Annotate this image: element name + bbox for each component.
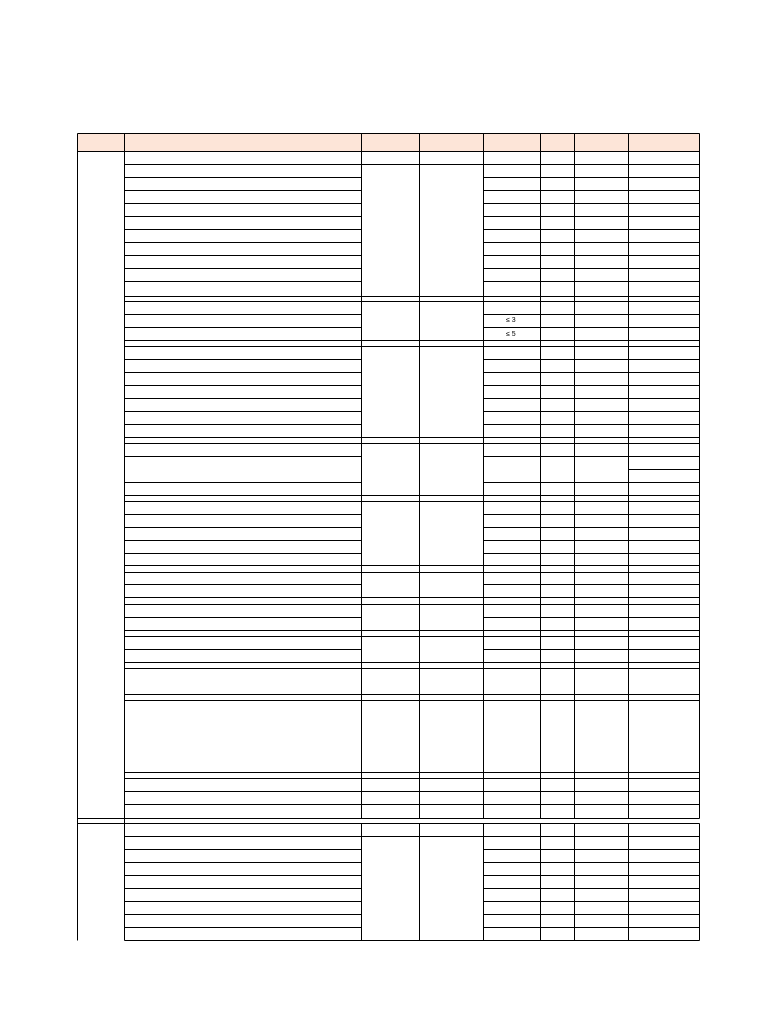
cell-limit-le3: ≤ 3	[506, 317, 516, 324]
table-grid	[78, 134, 700, 941]
cell-limit-le5: ≤ 5	[506, 331, 516, 338]
table-header-row	[77, 133, 699, 151]
